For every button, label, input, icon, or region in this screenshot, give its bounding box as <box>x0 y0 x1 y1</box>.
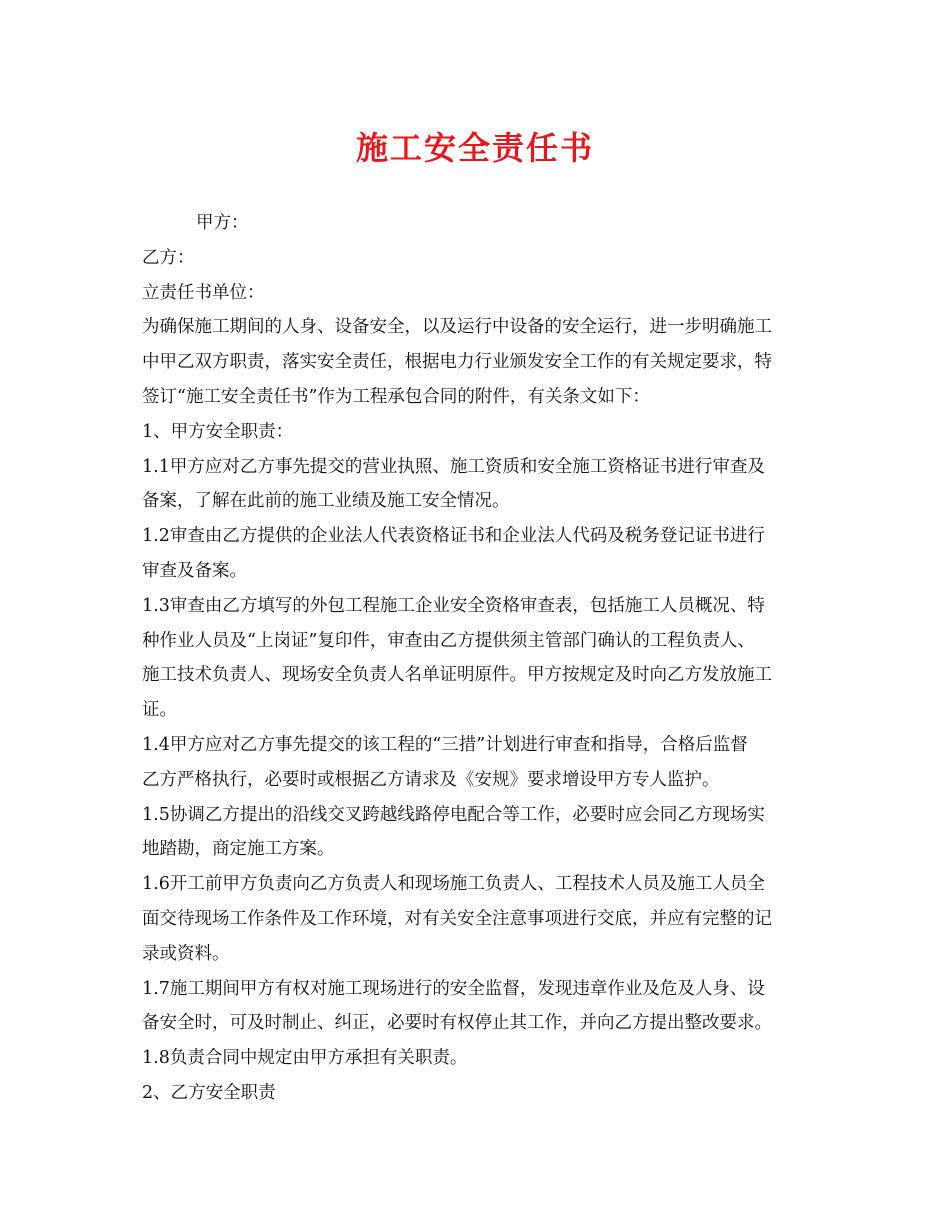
body-line: 1.8负责合同中规定由甲方承担有关职责。 <box>142 1048 468 1069</box>
section-heading: 2、乙方安全职责 <box>142 1082 276 1103</box>
body-line: 1.3审查由乙方填写的外包工程施工企业安全资格审查表，包括施工人员概况、特 <box>142 595 765 616</box>
body-line: 施工技术负责人、现场安全负责人名单证明原件。甲方按规定及时向乙方发放施工 <box>142 665 772 686</box>
body-line: 1.2审查由乙方提供的企业法人代表资格证书和企业法人代码及税务登记证书进行 <box>142 526 765 547</box>
body-line: 备安全时，可及时制止、纠正，必要时有权停止其工作，并向乙方提出整改要求。 <box>142 1013 772 1034</box>
body-line: 1.1甲方应对乙方事先提交的营业执照、施工资质和安全施工资格证书进行审查及 <box>142 456 765 477</box>
document-body <box>142 206 814 1111</box>
body-line: 乙方严格执行，必要时或根据乙方请求及《安规》要求增设甲方专人监护。 <box>142 769 720 790</box>
body-line: 签订“施工安全责任书”作为工程承包合同的附件，有关条文如下： <box>142 386 650 407</box>
body-line: 录或资料。 <box>142 943 230 964</box>
document-title: 施工安全责任书 <box>355 129 594 167</box>
section-heading: 1、甲方安全职责： <box>142 421 294 442</box>
body-line: 面交待现场工作条件及工作环境，对有关安全注意事项进行交底，并应有完整的记 <box>142 908 772 929</box>
body-line: 种作业人员及“上岗证”复印件，审查由乙方提供须主管部门确认的工程负责人、 <box>142 630 755 651</box>
body-line: 1.4甲方应对乙方事先提交的该工程的“三措”计划进行审查和指导，合格后监督 <box>142 734 748 755</box>
body-line: 1.6开工前甲方负责向乙方负责人和现场施工负责人、工程技术人员及施工人员全 <box>142 874 765 895</box>
party-b-line: 乙方： <box>142 247 195 268</box>
body-line: 证。 <box>142 700 177 721</box>
body-line: 为确保施工期间的人身、设备安全，以及运行中设备的安全运行，进一步明确施工 <box>142 317 772 338</box>
body-line: 1.5协调乙方提出的沿线交叉跨越线路停电配合等工作，必要时应会同乙方现场实 <box>142 804 765 825</box>
party-a-line: 甲方： <box>196 213 249 233</box>
body-line: 审查及备案。 <box>142 560 247 581</box>
body-line: 1.7施工期间甲方有权对施工现场进行的安全监督，发现违章作业及危及人身、设 <box>142 978 765 999</box>
signing-unit-line: 立责任书单位： <box>142 282 265 303</box>
body-line: 中甲乙双方职责，落实安全责任，根据电力行业颁发安全工作的有关规定要求，特 <box>142 352 772 373</box>
body-line: 地踏勘，商定施工方案。 <box>142 839 335 860</box>
body-line: 备案，了解在此前的施工业绩及施工安全情况。 <box>142 491 510 512</box>
